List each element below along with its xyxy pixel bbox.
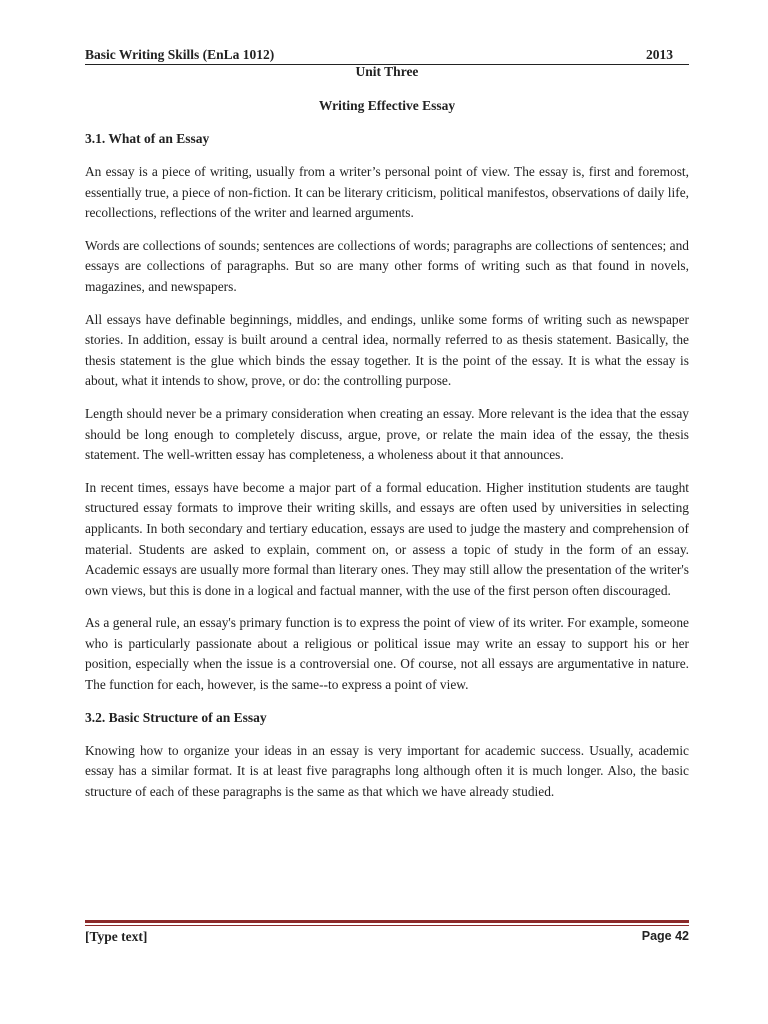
footer-placeholder-text: [Type text] bbox=[85, 929, 148, 944]
document-body bbox=[85, 129, 689, 814]
paragraph: Words are collections of sounds; sentences are collections of words; paragraphs are collections of sentences; and essays are collections of paragraphs. But so are many other forms of writing such as that found in novels, magazines, and newspapers. bbox=[85, 237, 689, 294]
chapter-title: Writing Effective Essay bbox=[318, 98, 456, 113]
header-year: 2013 bbox=[646, 47, 673, 62]
paragraph: In recent times, essays have become a major part of a formal education. Higher institution students are taught structured essay formats to improve their writing skills, and essays are often used by universities in selecting applicants. In both secondary and tertiary education, essays are used to judge the mastery and comprehension of material. Students are asked to explain, comment on, or assess a topic of study in the form of an essay. Academic essays are usually more formal than literary ones. They may still allow the presentation of the writer's own views, but this is done in a logical and factual manner, with the use of the first person often discouraged. bbox=[85, 479, 689, 598]
section-heading: 3.1. What of an Essay bbox=[85, 131, 210, 146]
paragraph: As a general rule, an essay's primary function is to express the point of view of its writer. For example, someone who is particularly passionate about a religious or political issue may write an essay to support his or her position, especially when the issue is a controversial one. Of course, not all essays are argumentative in nature. The function for each, however, is the same--to express a point of view. bbox=[85, 615, 689, 693]
unit-heading: Unit Three bbox=[355, 64, 419, 79]
footer-rule bbox=[85, 920, 689, 923]
page-number: Page 42 bbox=[641, 929, 689, 943]
section-heading: 3.2. Basic Structure of an Essay bbox=[85, 709, 267, 725]
paragraph: Knowing how to organize your ideas in an essay is very important for academic success. Usually, academic essay has a similar format. It is at least five paragraphs long although often it is much longer. Also, the basic structure of each of these paragraphs is the same as that which we have already studied. bbox=[85, 742, 689, 799]
paragraph: An essay is a piece of writing, usually from a writer’s personal point of view. The essay is, first and foremost, essentially true, a piece of non-fiction. It can be literary criticism, political manifestos, observations of daily life, recollections, reflections of the writer and learned arguments. bbox=[85, 164, 689, 221]
header-course-title: Basic Writing Skills (EnLa 1012) bbox=[85, 47, 275, 62]
document-page bbox=[85, 0, 689, 1024]
page-header bbox=[85, 46, 689, 65]
paragraph: All essays have definable beginnings, middles, and endings, unlike some forms of writing such as newspaper stories. In addition, essay is built around a central idea, normally referred to as thesis statement. Basically, the thesis statement is the glue which binds the essay together. It is the point of the essay. It is what the essay is about, what it intends to show, prove, or do: the controlling purpose. bbox=[85, 311, 689, 389]
footer-rule-thin bbox=[85, 925, 689, 926]
paragraph: Length should never be a primary consideration when creating an essay. More relevant is the idea that the essay should be long enough to completely discuss, argue, prove, or relate the main idea of the essay, the thesis statement. The well-written essay has completeness, a wholeness about it that announces. bbox=[85, 405, 689, 463]
